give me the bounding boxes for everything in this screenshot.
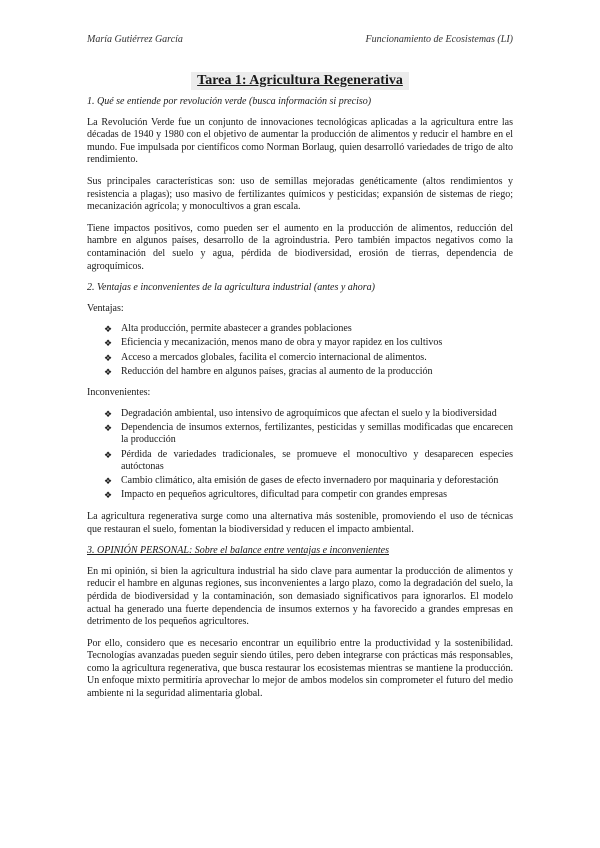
list-item (87, 337, 513, 350)
list-item-text: Impacto en pequeños agricultores, dificultad para competir con grandes empresas (121, 489, 447, 501)
diamond-bullet-icon: ❖ (104, 338, 113, 349)
document-body (87, 96, 513, 710)
inconvenientes-list (87, 408, 513, 502)
diamond-bullet-icon: ❖ (104, 422, 113, 433)
question-2: 2. Ventajas e inconvenientes de la agricultura industrial (antes y ahora) (87, 282, 376, 294)
paragraph: Sus principales características son: uso de semillas mejoradas genéticamente (altos rendimientos y resistencia a plagas); uso masivo de fertilizantes químicos y pesticidas; expansión de sistemas de riego; mecanización agrícola; y monocultivos a gran escala. (87, 175, 513, 213)
list-item (87, 475, 513, 488)
list-item-text: Pérdida de variedades tradicionales, se promueve el monocultivo y desaparecen especies autóctonas (121, 448, 513, 473)
list-item-text: Reducción del hambre en algunos países, gracias al aumento de la producción (121, 365, 433, 377)
list-item (87, 366, 513, 379)
list-item (87, 323, 513, 336)
list-item-text: Degradación ambiental, uso intensivo de agroquímicos que afectan el suelo y la biodiversidad (121, 407, 497, 419)
diamond-bullet-icon: ❖ (104, 476, 113, 487)
diamond-bullet-icon: ❖ (104, 408, 113, 419)
diamond-bullet-icon: ❖ (104, 352, 113, 363)
list-item-text: Alta producción, permite abastecer a grandes poblaciones (121, 323, 352, 335)
list-item (87, 449, 513, 474)
question-3: 3. OPINIÓN PERSONAL: Sobre el balance entre ventajas e inconvenientes (87, 545, 389, 557)
diamond-bullet-icon: ❖ (104, 324, 113, 335)
ventajas-list (87, 323, 513, 378)
list-item (87, 408, 513, 421)
author-name: María Gutiérrez García (87, 34, 183, 45)
paragraph: En mi opinión, si bien la agricultura industrial ha sido clave para aumentar la producción de alimentos y reducir el hambre en algunas regiones, sus inconvenientes a largo plazo, como la degradación del suelo, la pérdida de biodiversidad y la contaminación, son demasiado significativos para ignorarlos. El modelo actual ha generado una fuerte dependencia de insumos externos y ha favorecido a grandes empresas en detrimento de los pequeños agricultores. (87, 565, 513, 628)
list-item (87, 352, 513, 365)
question-1: 1. Qué se entiende por revolución verde (busca información si preciso) (87, 96, 372, 107)
paragraph: Por ello, considero que es necesario encontrar un equilibrio entre la productividad y la sostenibilidad. Tecnologías avanzadas pueden seguir siendo útiles, pero deben integrarse con prácticas más responsables, como la agricultura regenerativa, que busca restaurar los ecosistemas mientras se mantiene la producción. Un enfoque mixto permitiría aprovechar lo mejor de ambos modelos sin comprometer el futuro del medio ambiente ni la seguridad alimentaria global. (87, 637, 513, 700)
diamond-bullet-icon: ❖ (104, 490, 113, 501)
course-name: Funcionamiento de Ecosistemas (LI) (365, 34, 513, 45)
ventajas-label: Ventajas: (87, 302, 124, 314)
list-item-text: Acceso a mercados globales, facilita el comercio internacional de alimentos. (121, 351, 427, 363)
paragraph: La agricultura regenerativa surge como una alternativa más sostenible, promoviendo el uso de técnicas que restauran el suelo, fomentan la biodiversidad y reducen el impacto ambiental. (87, 510, 513, 535)
inconvenientes-label: Inconvenientes: (87, 387, 151, 399)
diamond-bullet-icon: ❖ (104, 366, 113, 377)
list-item-text: Dependencia de insumos externos, fertilizantes, pesticidas y semillas modificadas que encarecen la producción (121, 421, 513, 446)
list-item-text: Cambio climático, alta emisión de gases de efecto invernadero por maquinaria y deforestación (121, 475, 499, 487)
document-title: Tarea 1: Agricultura Regenerativa (191, 72, 409, 90)
paragraph: Tiene impactos positivos, como pueden ser el aumento en la producción de alimentos, reducción del hambre en algunos países, desarrollo de la agroindustria. Pero también impactos negativos como la contaminación del suelo y agua, pérdida de biodiversidad, erosión de tierras, dependencia de agroquímicos. (87, 222, 513, 272)
paragraph: La Revolución Verde fue un conjunto de innovaciones tecnológicas aplicadas a la agricultura entre las décadas de 1940 y 1980 con el objetivo de aumentar la producción de alimentos y reducir el hambre en el mundo. Fue impulsada por científicos como Norman Borlaug, quien desarrolló variedades de trigo de alto rendimiento. (87, 116, 513, 166)
list-item (87, 489, 513, 502)
diamond-bullet-icon: ❖ (104, 449, 113, 460)
title-container (0, 71, 600, 90)
list-item (87, 422, 513, 447)
list-item-text: Eficiencia y mecanización, menos mano de obra y mayor rapidez en los cultivos (121, 337, 443, 349)
